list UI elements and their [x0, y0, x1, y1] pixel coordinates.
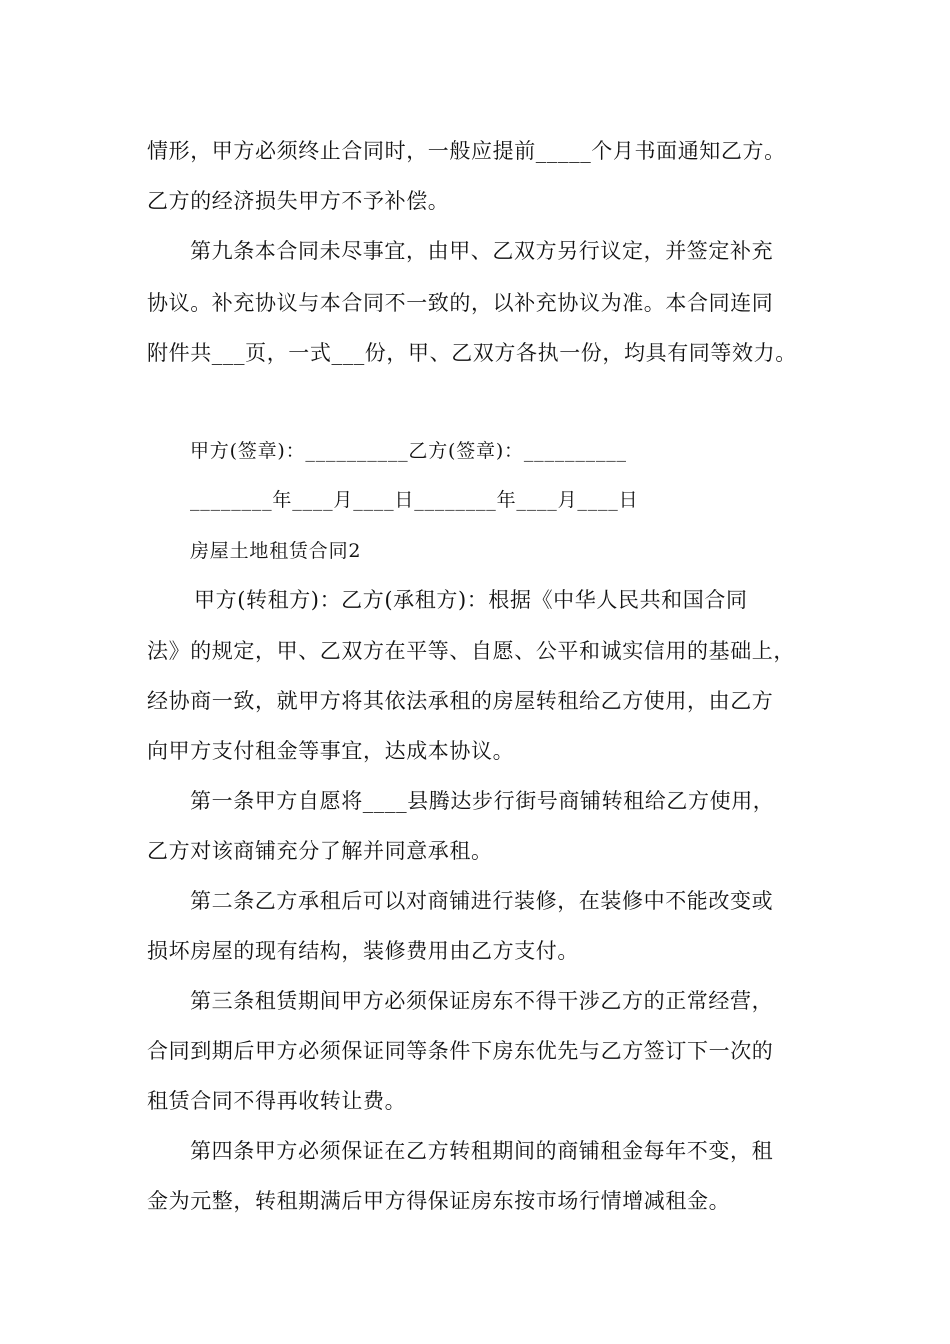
paragraph-line: 乙方的经济损失甲方不予补偿。	[147, 189, 450, 213]
paragraph-line: 损坏房屋的现有结构，装修费用由乙方支付。	[147, 939, 579, 963]
clause-1-line: 第一条甲方自愿将____县腾达步行街号商铺转租给乙方使用，	[190, 789, 775, 813]
paragraph-line: 租赁合同不得再收转让费。	[147, 1089, 407, 1113]
paragraph-line: 向甲方支付租金等事宜，达成本协议。	[147, 739, 515, 763]
date-line: ________年____月____日________年____月____日	[190, 489, 639, 511]
parties-line: 甲方(转租方)：乙方(承租方)：根据《中华人民共和国合同	[194, 588, 748, 612]
paragraph-line: 合同到期后甲方必须保证同等条件下房东优先与乙方签订下一次的	[147, 1039, 774, 1063]
contract-subtitle: 房屋土地租赁合同2	[190, 540, 362, 562]
paragraph-line: 协议。补充协议与本合同不一致的，以补充协议为准。本合同连同	[147, 291, 774, 315]
paragraph-line: 法》的规定，甲、乙双方在平等、自愿、公平和诚实信用的基础上，	[147, 639, 795, 663]
clause-9-line: 第九条本合同未尽事宜，由甲、乙双方另行议定，并签定补充	[190, 239, 774, 263]
paragraph-line: 情形，甲方必须终止合同时，一般应提前_____个月书面通知乙方。	[147, 139, 786, 163]
signature-line: 甲方(签章)：__________乙方(签章)：__________	[190, 440, 627, 462]
paragraph-line: 经协商一致，就甲方将其依法承租的房屋转租给乙方使用，由乙方	[147, 689, 774, 713]
paragraph-line: 乙方对该商铺充分了解并同意承租。	[147, 839, 493, 863]
clause-4-line: 第四条甲方必须保证在乙方转租期间的商铺租金每年不变，租	[190, 1139, 774, 1163]
paragraph-line: 金为元整，转租期满后甲方得保证房东按市场行情增减租金。	[147, 1189, 731, 1213]
clause-3-line: 第三条租赁期间甲方必须保证房东不得干涉乙方的正常经营，	[190, 989, 774, 1013]
paragraph-line: 附件共___页，一式___份，甲、乙双方各执一份，均具有同等效力。	[147, 341, 797, 365]
clause-2-line: 第二条乙方承租后可以对商铺进行装修，在装修中不能改变或	[190, 889, 774, 913]
